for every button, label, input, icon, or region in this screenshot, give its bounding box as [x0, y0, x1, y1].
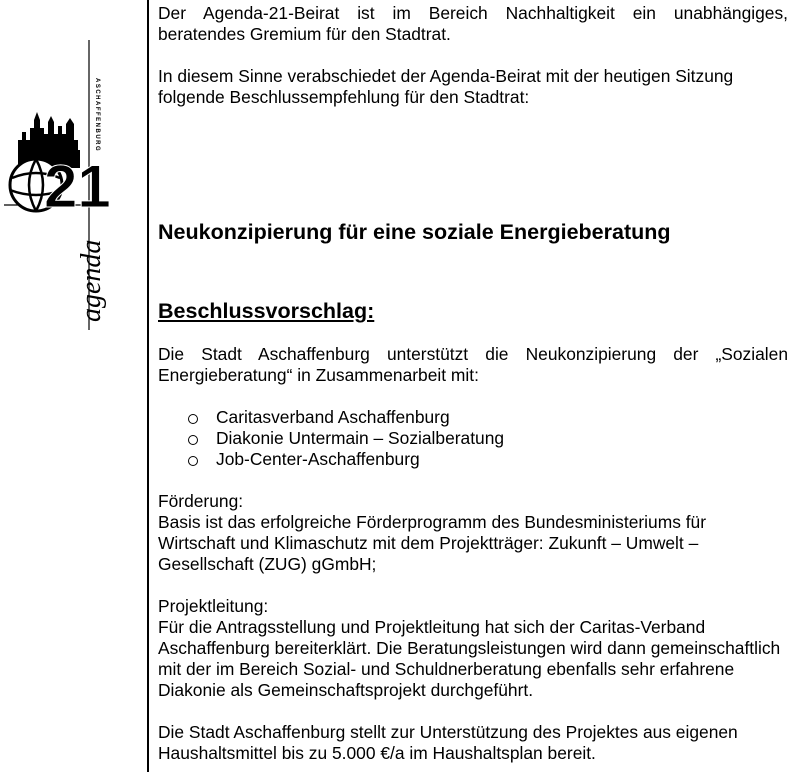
list-item: Diakonie Untermain – Sozialberatung [188, 428, 788, 449]
intro-resolution: Die Stadt Aschaffenburg unterstützt die Neukonzipierung der „Sozialen Energieberatung“ in Zusammenarbeit mit: [158, 344, 788, 385]
intro-paragraph-2: In diesem Sinne verabschiedet der Agenda-Beirat mit der heutigen Sitzung folgende Beschlussempfehlung für den Stadtrat: [158, 66, 734, 107]
projektleitung-label: Projektleitung: [158, 596, 269, 616]
circle-bullet-icon [188, 414, 198, 424]
section-heading: Beschlussvorschlag: [158, 299, 375, 323]
closing-paragraph: Die Stadt Aschaffenburg stellt zur Unterstützung des Projektes aus eigenen Haushaltsmittel bis zu 5.000 €/a im Haushaltsplan bereit. [158, 722, 738, 763]
agenda21-logo [0, 0, 147, 772]
sidebar [0, 0, 147, 772]
circle-bullet-icon [188, 456, 198, 466]
logo-city-name: ASCHAFFENBURG [94, 78, 100, 153]
document-title: Neukonzipierung für eine soziale Energieberatung [158, 220, 671, 244]
document-body [158, 0, 788, 764]
foerderung-label: Förderung: [158, 491, 244, 511]
divider-line [147, 0, 149, 772]
logo-number: 21 [44, 153, 111, 220]
intro-paragraph-1: Der Agenda-21-Beirat ist im Bereich Nachhaltigkeit ein unabhängiges, beratendes Gremium für den Stadtrat. [158, 3, 788, 44]
foerderung-text: Basis ist das erfolgreiche Förderprogramm des Bundesministeriums für Wirtschaft und Klimaschutz mit dem Projektträger: Zukunft – Umwelt – Gesellschaft (ZUG) gGmbH; [158, 512, 707, 574]
list-item: Caritasverband Aschaffenburg [188, 407, 788, 428]
projektleitung-text: Für die Antragsstellung und Projektleitung hat sich der Caritas-Verband Aschaffenburg bereiterklärt. Die Beratungsleistungen wird dann gemeinschaftlich mit der im Bereich Sozial- und Schuldnerberatung ebenfalls sehr erfahrene Diakonie als Gemeinschaftsprojekt durchgeführt. [158, 617, 781, 700]
list-item: Job-Center-Aschaffenburg [188, 449, 788, 470]
circle-bullet-icon [188, 435, 198, 445]
partner-list [158, 407, 788, 470]
logo-word: agenda [76, 239, 107, 322]
